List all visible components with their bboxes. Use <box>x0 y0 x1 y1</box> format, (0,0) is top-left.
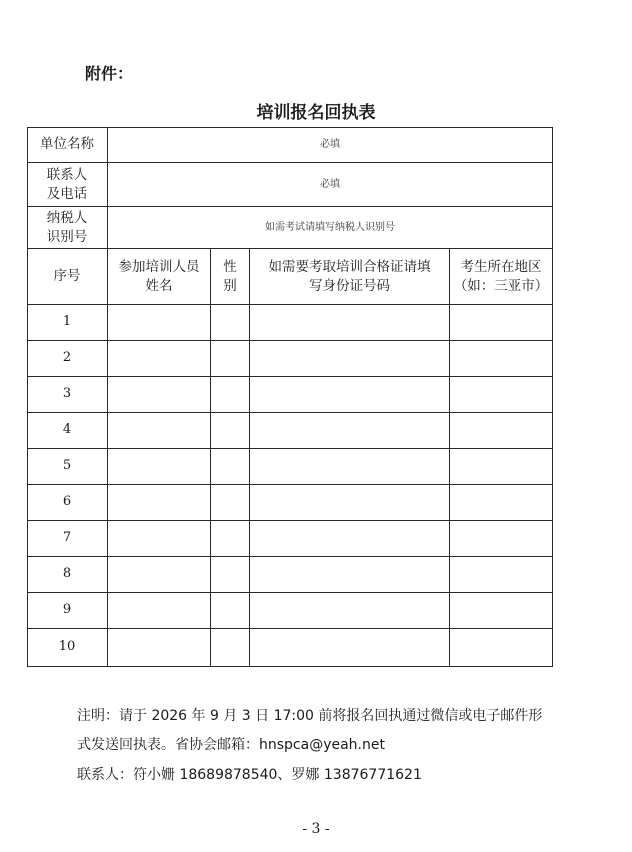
tax-id-label <box>27 207 107 248</box>
contact-field[interactable]: 必填 <box>320 178 340 190</box>
row-number: 5 <box>62 458 72 474</box>
name-header-line1: 参加培训人员 <box>118 258 200 275</box>
tax-id-field[interactable]: 如需考试请填写纳税人识别号 <box>265 221 395 233</box>
column-divider <box>449 248 450 667</box>
region-header-line2: （如：三亚市） <box>453 277 549 294</box>
name-header-line2: 姓名 <box>145 277 173 294</box>
row-number: 6 <box>62 494 72 510</box>
row-number: 3 <box>62 386 72 402</box>
column-divider <box>210 248 211 667</box>
region-header-line1: 考生所在地区 <box>460 258 542 275</box>
note-line-3: 联系人：符小姗 18689878540、罗娜 13876771621 <box>77 767 422 783</box>
unit-name-label: 单位名称 <box>40 136 94 153</box>
unit-name-field[interactable]: 必填 <box>320 138 340 150</box>
id-number-header-line2: 写身份证号码 <box>309 277 390 294</box>
row-number: 4 <box>62 422 72 438</box>
contact-label <box>27 163 107 206</box>
gender-header-line1: 性 <box>223 258 237 275</box>
region-header <box>450 249 552 304</box>
table-border-right <box>552 127 553 667</box>
contact-label-line2: 及电话 <box>46 185 88 202</box>
page-number: - 3 - <box>302 821 330 837</box>
seq-header: 序号 <box>53 268 81 285</box>
row-number: 8 <box>62 566 72 582</box>
contact-label-line1: 联系人 <box>46 166 88 183</box>
gender-header <box>211 249 249 304</box>
row-number: 9 <box>62 602 72 618</box>
row-number: 2 <box>62 350 72 366</box>
id-number-header-line1: 如需要考取培训合格证请填 <box>268 258 431 275</box>
tax-id-label-line1: 纳税人 <box>46 209 88 226</box>
note-line-2: 式发送回执表。省协会邮箱：hnspca@yeah.net <box>77 737 385 753</box>
table-border-bottom <box>27 666 553 667</box>
form-title: 培训报名回执表 <box>256 103 376 123</box>
registration-form-table <box>27 127 553 667</box>
note-line-1: 注明：请于 2026 年 9 月 3 日 17:00 前将报名回执通过微信或电子邮件形 <box>77 708 543 724</box>
attachment-label: 附件： <box>85 64 134 83</box>
row-number: 1 <box>62 314 72 330</box>
tax-id-label-line2: 识别号 <box>46 228 88 245</box>
id-number-header <box>250 249 449 304</box>
gender-header-line2: 别 <box>223 277 237 294</box>
name-header <box>108 249 210 304</box>
row-number: 10 <box>58 639 76 655</box>
column-divider <box>249 248 250 667</box>
row-number: 7 <box>62 530 72 546</box>
